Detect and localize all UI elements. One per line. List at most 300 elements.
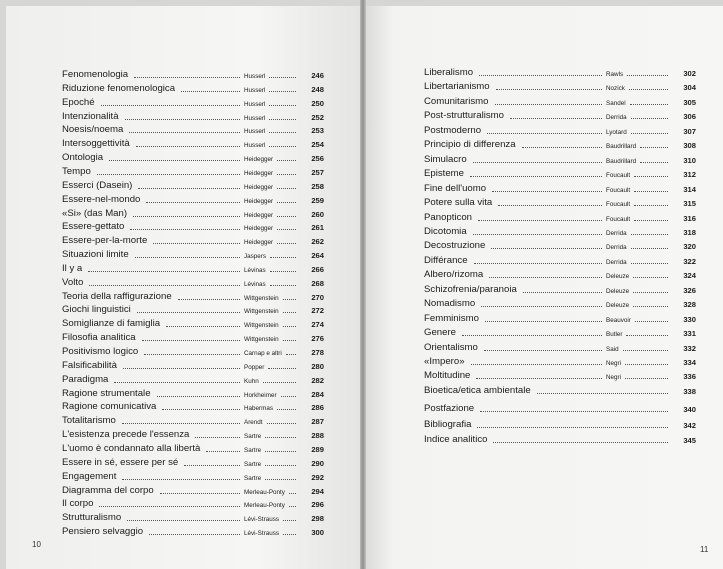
entry-term: Ragione comunicativa (62, 401, 157, 413)
entry-page-number: 326 (683, 285, 696, 295)
entry-page-number: 276 (311, 334, 324, 344)
toc-entry (62, 345, 332, 359)
entry-term: Fenomenologia (62, 69, 129, 80)
entry-page-number: 328 (683, 300, 696, 310)
dot-leader (265, 465, 296, 466)
dot-leader (289, 493, 296, 494)
dot-leader (97, 174, 240, 175)
entry-term: Postfazione (424, 403, 475, 414)
dot-leader (268, 368, 296, 369)
dot-leader (184, 465, 240, 466)
dot-leader (479, 75, 602, 76)
entry-author: Lévi-Strauss (244, 516, 279, 524)
entry-term: Falsificabilità (62, 359, 117, 371)
entry-author: Foucault (606, 172, 631, 180)
entry-author: Deleuze (606, 287, 630, 295)
entry-page-number: 324 (683, 271, 696, 281)
toc-entry (62, 400, 332, 414)
toc-entry (424, 167, 704, 181)
dot-leader (277, 216, 296, 217)
entry-page-number: 322 (683, 256, 696, 266)
dot-leader (136, 146, 240, 147)
dot-leader (625, 364, 668, 365)
dot-leader (631, 118, 668, 119)
entry-page-number: 314 (683, 184, 696, 194)
toc-entry (62, 137, 332, 151)
dot-leader (484, 350, 602, 351)
toc-entry (424, 433, 704, 447)
dot-leader (474, 263, 602, 264)
entry-term: «Si» (das Man) (62, 207, 128, 219)
entry-page-number: 258 (311, 181, 324, 191)
entry-page-number: 316 (683, 213, 696, 223)
entry-term: Essere-gettato (62, 221, 125, 233)
entry-page-number: 268 (311, 278, 324, 288)
entry-author: Derrida (606, 258, 627, 266)
entry-term: Essere-nel-mondo (62, 193, 141, 205)
dot-leader (263, 382, 296, 383)
entry-page-number: 289 (311, 444, 324, 454)
entry-page-number: 307 (683, 126, 696, 136)
entry-page-number: 278 (311, 348, 324, 357)
entry-author: Wittgenstein (244, 308, 279, 316)
toc-entry (62, 331, 332, 345)
entry-page-number: 332 (683, 343, 696, 353)
dot-leader (129, 132, 240, 133)
entry-author: Foucault (606, 186, 631, 194)
dot-leader (537, 393, 668, 394)
toc-entry (62, 442, 332, 456)
dot-leader (634, 220, 668, 221)
toc-entry (62, 373, 332, 387)
toc-entry (424, 124, 704, 138)
dot-leader (470, 176, 602, 177)
entry-author: Baudrillard (606, 143, 637, 151)
dot-leader (195, 437, 240, 438)
entry-author: Husserl (244, 73, 266, 80)
entry-term: Filosofia analitica (62, 332, 136, 344)
toc-entry (62, 290, 332, 304)
entry-page-number: 262 (311, 237, 324, 247)
entry-author: Kuhn (244, 377, 259, 385)
toc-entry (62, 470, 332, 484)
entry-author: Derrida (606, 114, 627, 122)
entry-term: Strutturalismo (62, 512, 122, 524)
toc-entry (62, 276, 332, 290)
entry-term: Ontologia (62, 152, 104, 164)
dot-leader (281, 396, 296, 397)
dot-leader (181, 91, 240, 92)
dot-leader (166, 326, 240, 327)
right-page-number: 11 (700, 545, 709, 554)
entry-term: Albero/rizoma (424, 269, 484, 281)
entry-author: Foucault (606, 215, 631, 223)
dot-leader (634, 205, 668, 206)
toc-entry (424, 138, 704, 152)
toc-entry (424, 95, 704, 109)
toc-entry (424, 153, 704, 167)
entry-term: Paradigma (62, 373, 109, 385)
dot-leader (462, 335, 602, 336)
toc-entry (424, 268, 704, 282)
dot-leader (630, 104, 668, 105)
book-gutter (360, 0, 366, 569)
dot-leader (631, 234, 668, 235)
left-page-number: 10 (32, 540, 41, 549)
dot-leader (283, 312, 296, 313)
dot-leader (510, 118, 602, 119)
dot-leader (283, 340, 296, 341)
dot-leader (633, 277, 668, 278)
dot-leader (277, 229, 296, 230)
entry-page-number: 248 (311, 84, 324, 94)
entry-term: Teoria della raffigurazione (62, 290, 172, 302)
entry-author: Rawls (606, 71, 624, 78)
entry-term: Potere sulla vita (424, 197, 493, 209)
entry-page-number: 294 (311, 486, 324, 496)
toc-entry (62, 68, 332, 82)
entry-author: Butler (606, 331, 623, 339)
dot-leader (633, 306, 668, 307)
toc-entry (424, 297, 704, 311)
dot-leader (138, 188, 240, 189)
dot-leader (626, 335, 668, 336)
dot-leader (496, 89, 602, 90)
dot-leader (471, 364, 602, 365)
dot-leader (178, 299, 240, 300)
dot-leader (480, 411, 668, 412)
dot-leader (157, 396, 240, 397)
entry-page-number: 302 (683, 69, 696, 78)
dot-leader (283, 534, 296, 535)
toc-entry (424, 341, 704, 355)
toc-entry (62, 484, 332, 498)
dot-leader (640, 147, 668, 148)
entry-term: Noesis/noema (62, 124, 124, 136)
entry-term: Ragione strumentale (62, 387, 151, 399)
toc-entry (62, 82, 332, 96)
entry-author: Popper (244, 363, 265, 371)
entry-author: Negri (606, 360, 622, 367)
entry-page-number: 292 (311, 472, 324, 482)
toc-entry (62, 456, 332, 470)
toc-entry (62, 151, 332, 165)
dot-leader (489, 277, 602, 278)
dot-leader (491, 248, 602, 249)
entry-term: Intenzionalità (62, 110, 119, 122)
dot-leader (277, 243, 296, 244)
toc-entry (62, 193, 332, 207)
dot-leader (498, 205, 602, 206)
entry-term: Essere in sé, essere per sé (62, 456, 179, 468)
entry-term: «Impero» (424, 356, 465, 367)
dot-leader (277, 409, 296, 410)
dot-leader (265, 437, 296, 438)
entry-author: Merleau-Ponty (244, 488, 285, 496)
entry-term: Situazioni limite (62, 249, 129, 261)
entry-term: Genere (424, 327, 456, 339)
entry-author: Husserl (244, 142, 266, 150)
toc-entry (424, 66, 704, 80)
toc-entry (424, 402, 704, 416)
dot-leader (269, 105, 296, 106)
entry-term: Schizofrenia/paranoia (424, 283, 517, 295)
entry-term: Comunitarismo (424, 95, 489, 107)
entry-author: Derrida (606, 244, 627, 252)
dot-leader (153, 243, 240, 244)
entry-author: Merleau-Ponty (244, 502, 285, 510)
dot-leader (625, 378, 668, 379)
toc-entry (62, 96, 332, 110)
entry-page-number: 300 (311, 528, 324, 538)
entry-term: Positivismo logico (62, 346, 139, 357)
dot-leader (485, 321, 602, 322)
entry-page-number: 264 (311, 251, 324, 261)
entry-page-number: 330 (683, 314, 696, 324)
dot-leader (160, 493, 240, 494)
entry-author: Negri (606, 374, 622, 382)
entry-author: Horkheimer (244, 391, 277, 399)
dot-leader (269, 146, 296, 147)
toc-entry (62, 179, 332, 193)
entry-author: Carnap e altri (244, 350, 282, 357)
entry-author: Heidegger (244, 211, 274, 219)
entry-page-number: 334 (683, 358, 696, 367)
dot-leader (270, 285, 296, 286)
entry-author: Husserl (244, 114, 266, 122)
dot-leader (122, 479, 240, 480)
dot-leader (277, 174, 296, 175)
toc-entry (62, 387, 332, 401)
entry-page-number: 290 (311, 458, 324, 468)
toc-entry (424, 418, 704, 432)
toc-entry (62, 497, 332, 511)
dot-leader (269, 77, 296, 78)
dot-leader (127, 520, 240, 521)
entry-term: Orientalismo (424, 341, 478, 353)
dot-leader (101, 105, 240, 106)
entry-term: Giochi linguistici (62, 304, 131, 316)
entry-author: Beauvoir (606, 316, 631, 324)
entry-page-number: 298 (311, 514, 324, 524)
entry-term: Epoché (62, 96, 95, 108)
dot-leader (289, 506, 296, 507)
dot-leader (473, 162, 602, 163)
toc-entry (424, 109, 704, 123)
toc-entry (62, 248, 332, 262)
dot-leader (631, 263, 668, 264)
entry-term: Intersoggettività (62, 138, 130, 150)
entry-author: Heidegger (244, 169, 274, 177)
toc-entry (424, 384, 704, 398)
entry-term: Femminismo (424, 312, 479, 324)
entry-page-number: 252 (311, 112, 324, 122)
entry-page-number: 260 (311, 209, 324, 219)
dot-leader (477, 427, 668, 428)
entry-term: Il corpo (62, 498, 94, 510)
entry-page-number: 320 (683, 242, 696, 252)
entry-term: Episteme (424, 168, 464, 180)
entry-page-number: 282 (311, 375, 324, 385)
entry-page-number: 340 (683, 405, 696, 414)
toc-entry (424, 355, 704, 369)
entry-page-number: 305 (683, 97, 696, 107)
entry-page-number: 261 (311, 223, 324, 233)
dot-leader (134, 77, 240, 78)
entry-author: Lévinas (244, 266, 266, 274)
dot-leader (265, 479, 296, 480)
entry-page-number: 310 (683, 155, 696, 165)
dot-leader (125, 119, 240, 120)
entry-page-number: 254 (311, 140, 324, 150)
toc-entry (424, 239, 704, 253)
toc-entry (424, 283, 704, 297)
dot-leader (635, 321, 668, 322)
entry-term: Totalitarismo (62, 415, 116, 427)
dot-leader (487, 133, 602, 134)
entry-page-number: 331 (683, 329, 696, 339)
entry-author: Sartre (244, 474, 262, 482)
entry-term: Nomadismo (424, 298, 476, 310)
dot-leader (640, 162, 668, 163)
toc-entry (62, 359, 332, 373)
dot-leader (481, 306, 602, 307)
dot-leader (122, 423, 240, 424)
dot-leader (283, 326, 296, 327)
entry-page-number: 296 (311, 500, 324, 510)
entry-page-number: 246 (311, 71, 324, 80)
entry-term: L'uomo è condannato alla libertà (62, 442, 201, 454)
entry-page-number: 338 (683, 386, 696, 396)
entry-author: Wittgenstein (244, 294, 279, 302)
entry-term: Diagramma del corpo (62, 484, 154, 496)
toc-entry (62, 303, 332, 317)
entry-page-number: 274 (311, 320, 324, 330)
entry-author: Foucault (606, 201, 631, 209)
toc-entry (62, 220, 332, 234)
dot-leader (269, 91, 296, 92)
entry-author: Jaspers (244, 253, 267, 261)
entry-author: Lévi-Strauss (244, 530, 279, 538)
entry-page-number: 312 (683, 170, 696, 180)
entry-page-number: 250 (311, 98, 324, 108)
entry-author: Wittgenstein (244, 336, 279, 344)
dot-leader (162, 409, 240, 410)
dot-leader (277, 188, 296, 189)
entry-page-number: 336 (683, 372, 696, 382)
dot-leader (495, 104, 602, 105)
dot-leader (270, 271, 296, 272)
entry-term: Somiglianze di famiglia (62, 318, 161, 330)
entry-term: Liberalismo (424, 67, 474, 78)
toc-entry (424, 80, 704, 94)
entry-author: Sartre (244, 446, 262, 454)
entry-author: Husserl (244, 86, 266, 94)
entry-page-number: 304 (683, 83, 696, 93)
toc-entry (62, 110, 332, 124)
entry-author: Husserl (244, 128, 266, 136)
entry-term: Riduzione fenomenologica (62, 82, 176, 94)
entry-page-number: 306 (683, 112, 696, 122)
dot-leader (109, 160, 240, 161)
entry-term: Indice analitico (424, 434, 488, 445)
entry-term: Engagement (62, 470, 117, 482)
toc-entry (62, 234, 332, 248)
entry-page-number: 256 (311, 154, 324, 164)
dot-leader (277, 202, 296, 203)
dot-leader (634, 176, 668, 177)
entry-term: Panopticon (424, 211, 473, 223)
toc-entry (424, 211, 704, 225)
entry-term: Bioetica/etica ambientale (424, 384, 531, 396)
entry-author: Deleuze (606, 302, 630, 310)
entry-term: Simulacro (424, 153, 467, 165)
dot-leader (144, 354, 240, 355)
dot-leader (149, 534, 240, 535)
entry-page-number: 286 (311, 403, 324, 413)
entry-term: L'esistenza precede l'essenza (62, 429, 190, 441)
dot-leader (146, 202, 240, 203)
dot-leader (114, 382, 240, 383)
entry-page-number: 287 (311, 417, 324, 427)
entry-term: Tempo (62, 165, 91, 177)
toc-entry (424, 369, 704, 383)
dot-leader (130, 229, 240, 230)
toc-entry (62, 317, 332, 331)
dot-leader (267, 423, 296, 424)
entry-author: Said (606, 345, 619, 353)
entry-term: Esserci (Dasein) (62, 179, 133, 191)
entry-author: Wittgenstein (244, 322, 279, 330)
toc-entry (424, 182, 704, 196)
entry-term: Principio di differenza (424, 139, 516, 151)
toc-entry (424, 254, 704, 268)
dot-leader (627, 75, 668, 76)
entry-page-number: 270 (311, 292, 324, 302)
entry-author: Lyotard (606, 128, 627, 136)
dot-leader (493, 442, 668, 443)
entry-term: Decostruzione (424, 240, 486, 252)
dot-leader (123, 368, 240, 369)
entry-page-number: 318 (683, 227, 696, 237)
dot-leader (142, 340, 240, 341)
dot-leader (137, 312, 240, 313)
entry-term: Post-strutturalismo (424, 110, 504, 122)
entry-author: Nozick (606, 85, 625, 93)
entry-author: Heidegger (244, 239, 274, 247)
entry-term: Moltitudine (424, 370, 471, 382)
entry-page-number: 259 (311, 195, 324, 205)
entry-page-number: 253 (311, 126, 324, 136)
entry-term: Libertarianismo (424, 81, 490, 93)
toc-entry (62, 262, 332, 276)
entry-page-number: 288 (311, 431, 324, 441)
dot-leader (277, 160, 296, 161)
dot-leader (629, 89, 668, 90)
entry-term: Postmoderno (424, 124, 482, 136)
entry-author: Heidegger (244, 156, 274, 164)
entry-term: Dicotomia (424, 225, 467, 237)
entry-page-number: 315 (683, 199, 696, 209)
toc-entry (62, 511, 332, 525)
dot-leader (631, 133, 668, 134)
entry-term: Essere-per-la-morte (62, 235, 148, 247)
dot-leader (99, 506, 240, 507)
entry-page-number: 284 (311, 389, 324, 399)
entry-page-number: 257 (311, 167, 324, 177)
entry-author: Sandel (606, 99, 626, 107)
entry-page-number: 345 (683, 436, 696, 445)
